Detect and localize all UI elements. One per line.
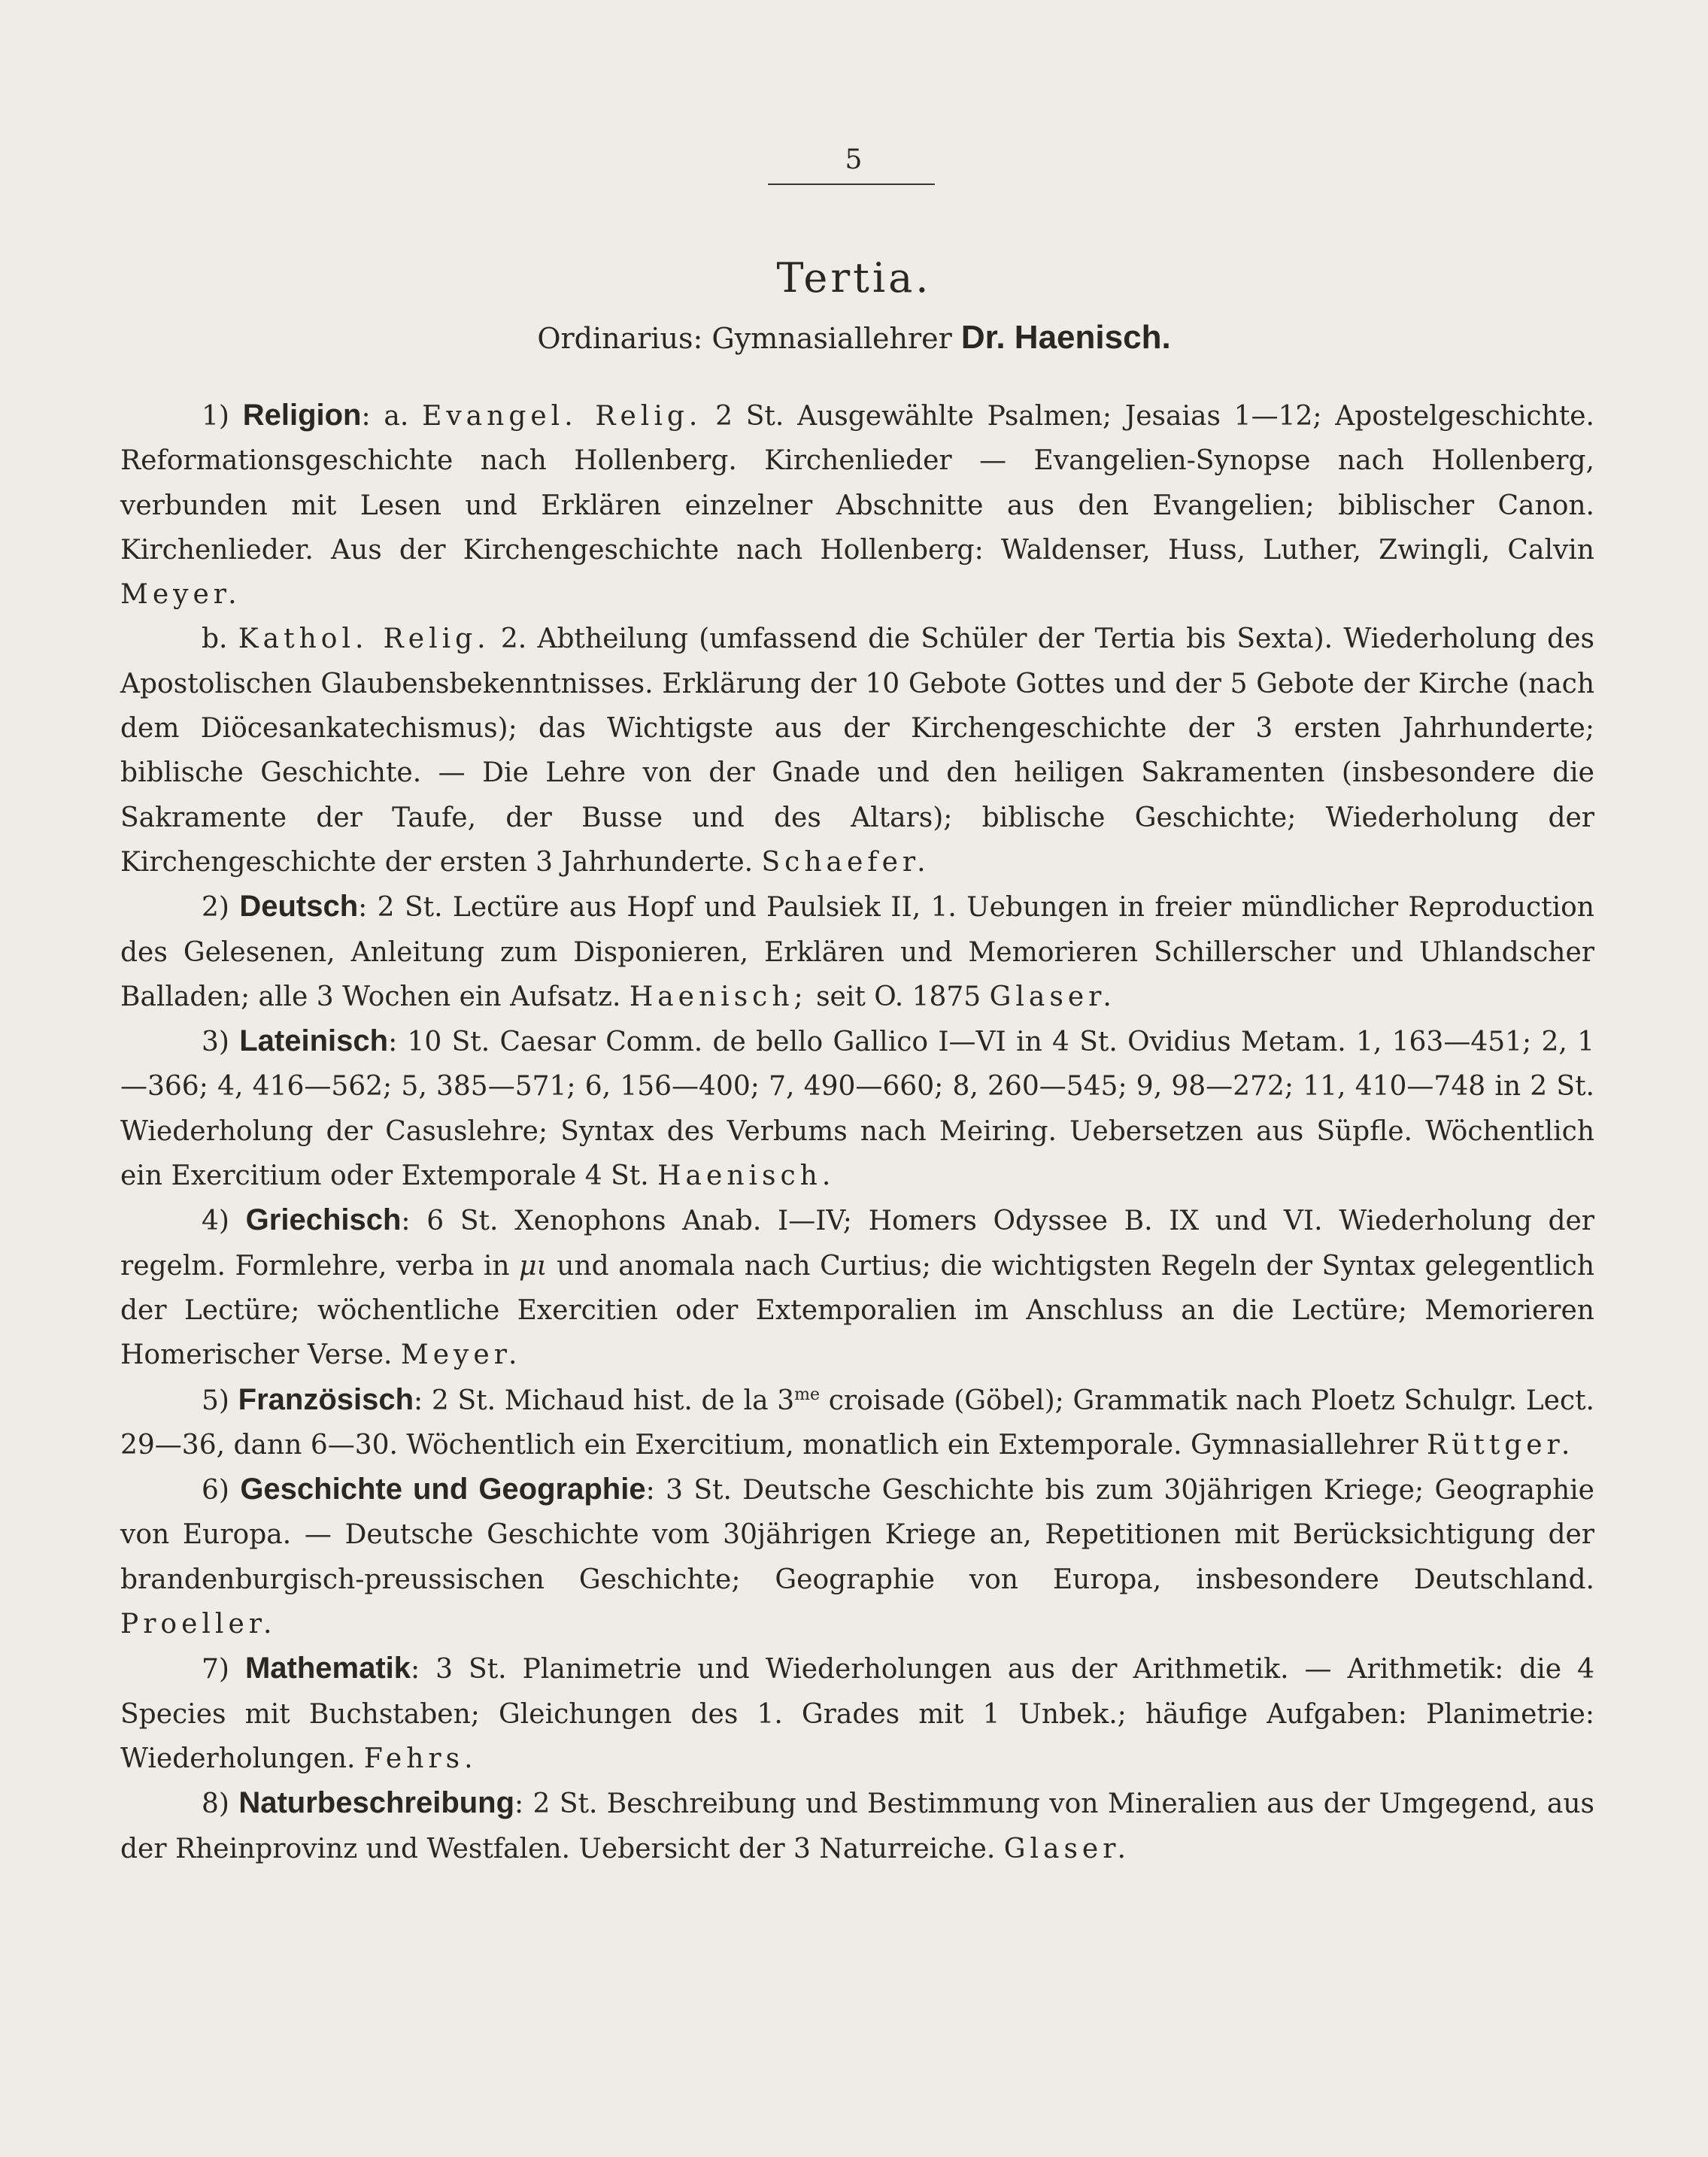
mathematik-teacher: Fehrs. (363, 1743, 478, 1774)
religion-paragraph (120, 393, 1594, 617)
page-number-rule (768, 184, 935, 185)
ordinarius-line (0, 317, 1708, 359)
mathematik-text: 3 St. Planimetrie und Wiederholungen aus der Arithmetik. — Arithmetik: die 4 Species mit Buchstaben; Gleichungen des 1. Grades mit 1 Unbek.; häufige Aufgaben: Planimetrie: Wiederholungen. (120, 1654, 1595, 1774)
franzoesisch-text-1: 2 St. Michaud hist. de la 3 (423, 1385, 795, 1416)
natur-colon: : (514, 1788, 524, 1820)
geschichte-number: 6) (202, 1475, 229, 1506)
natur-teacher: Glaser. (1003, 1833, 1130, 1864)
mathematik-number: 7) (202, 1654, 229, 1685)
natur-number: 8) (202, 1788, 229, 1820)
latein-teacher: Haenisch. (657, 1160, 836, 1192)
geschichte-colon: : (645, 1475, 655, 1506)
natur-text: 2 St. Beschreibung und Bestimmung von Mineralien aus der Umgegend, aus der Rheinprovinz und Westfalen. Uebersicht der 3 Naturreiche. (120, 1788, 1594, 1864)
griechisch-subject: Griechisch (245, 1203, 402, 1237)
religion-b-heading: Kathol. Relig. (238, 623, 490, 655)
deutsch-mid: seit O. 1875 (807, 981, 990, 1012)
page-number: 5 (845, 144, 863, 175)
greek-verb-ending: μι (519, 1250, 548, 1282)
deutsch-teacher-1: Haenisch; (629, 981, 808, 1012)
deutsch-text: 2 St. Lectüre aus Hopf und Paulsiek II, 1. Uebungen in freier mündlicher Reproduction des Gelesenen, Anleitung zum Disponieren, Erklären und Memorieren Schillerscher und Uhlandscher Balladen; alle 3 Wochen ein Aufsatz. (120, 892, 1594, 1012)
religion-a-teacher: Meyer. (120, 579, 241, 611)
franzoesisch-paragraph (120, 1378, 1594, 1468)
section-title: Tertia. (776, 254, 932, 302)
ordinarius-name: Dr. Haenisch. (960, 319, 1171, 356)
religion-b-label: b. (202, 623, 238, 655)
franzoesisch-subject: Französisch (238, 1382, 414, 1416)
latein-colon: : (388, 1027, 398, 1058)
religion-a-label: a. (370, 401, 423, 432)
latein-number: 3) (202, 1027, 229, 1058)
deutsch-paragraph (120, 884, 1594, 1019)
natur-paragraph (120, 1781, 1594, 1871)
religion-b-paragraph (120, 617, 1594, 884)
latein-text: 10 St. Caesar Comm. de bello Gallico I—VI in 4 St. Ovidius Metam. 1, 163—451; 2, 1—366; 4, 416—562; 5, 385—571; 6, 156—400; 7, 490—660; 8, 260—545; 9, 98—272; 11, 410—748 in 2 St. Wiederholung der Casuslehre; Syntax des Verbums nach Meiring. Uebersetzen aus Süpfle. Wöchentlich ein Exercitium oder Extemporale 4 St. (120, 1027, 1594, 1192)
geschichte-teacher: Proeller. (120, 1609, 277, 1640)
franzoesisch-colon: : (414, 1385, 423, 1416)
franzoesisch-teacher: Rüttger. (1426, 1429, 1575, 1461)
franzoesisch-number: 5) (202, 1385, 229, 1416)
deutsch-number: 2) (202, 892, 229, 924)
griechisch-text-1: 6 St. Xenophons Anab. I—IV; Homers Odyssee B. IX und VI. Wiederholung der regelm. Formlehre, verba in (120, 1206, 1595, 1282)
curriculum-body (120, 393, 1594, 1871)
religion-b-teacher: Schaefer. (761, 846, 930, 878)
griechisch-colon: : (401, 1206, 411, 1237)
geschichte-text: 3 St. Deutsche Geschichte bis zum 30jährigen Kriege; Geographie von Europa. — Deutsche Geschichte vom 30jährigen Kriege an, Repetitionen mit Berücksichtigung der brandenburgisch-preussischen Geschichte; Geographie von Europa, insbesondere Deutschland. (120, 1475, 1594, 1595)
religion-colon: : (361, 401, 371, 432)
griechisch-teacher: Meyer. (400, 1339, 522, 1371)
religion-number: 1) (202, 401, 229, 432)
franzoesisch-text-2: croisade (Göbel); Grammatik nach Ploetz Schulgr. Lect. 29—36, dann 6—30. Wöchentlich ein Exercitium, monatlich ein Extemporale. Gymnasiallehrer (120, 1385, 1594, 1461)
mathematik-paragraph (120, 1646, 1594, 1781)
griechisch-paragraph (120, 1198, 1594, 1377)
ordinarius-label: Ordinarius: Gymnasiallehrer (537, 322, 952, 355)
mathematik-subject: Mathematik (244, 1652, 411, 1685)
latein-subject: Lateinisch (239, 1024, 389, 1058)
mathematik-colon: : (411, 1654, 420, 1685)
geschichte-subject: Geschichte und Geographie (240, 1473, 646, 1506)
deutsch-teacher-2: Glaser. (989, 981, 1116, 1012)
latein-paragraph (120, 1019, 1594, 1198)
deutsch-subject: Deutsch (239, 890, 359, 924)
religion-a-heading: Evangel. Relig. (422, 401, 702, 432)
griechisch-number: 4) (202, 1206, 229, 1237)
griechisch-text-2: und anomala nach Curtius; die wichtigsten Regeln der Syntax gelegentlich der Lectüre; wöchentliche Exercitien oder Extemporalien im Anschluss an die Lectüre; Memorieren Homerischer Verse. (120, 1250, 1595, 1371)
deutsch-colon: : (358, 892, 368, 924)
geschichte-paragraph (120, 1467, 1594, 1646)
religion-b-text: 2. Abtheilung (umfassend die Schüler der Tertia bis Sexta). Wiederholung des Apostolischen Glaubensbekenntnisses. Erklärung der 10 Gebote Gottes und der 5 Gebote der Kirche (nach dem Diöcesankatechismus); das Wichtigste aus der Kirchengeschichte der 3 ersten Jahrhunderte; biblische Geschichte. — Die Lehre von der Gnade und den heiligen Sakramenten (insbesondere die Sakramente der Taufe, der Busse und des Altars); biblische Geschichte; Wiederholung der Kirchengeschichte der ersten 3 Jahrhunderte. (120, 623, 1594, 878)
religion-a-text: 2 St. Ausgewählte Psalmen; Jesaias 1—12; Apostelgeschichte. Reformationsgeschichte nach Hollenberg. Kirchenlieder — Evangelien-Synopse nach Hollenberg, verbunden mit Lesen und Erklären einzelner Abschnitte aus den Evangelien; biblischer Canon. Kirchenlieder. Aus der Kirchengeschichte nach Hollenberg: Waldenser, Huss, Luther, Zwingli, Calvin (120, 401, 1594, 566)
ordinal-superscript: me (794, 1385, 821, 1404)
natur-subject: Naturbeschreibung (238, 1786, 515, 1820)
religion-subject: Religion (242, 399, 362, 432)
